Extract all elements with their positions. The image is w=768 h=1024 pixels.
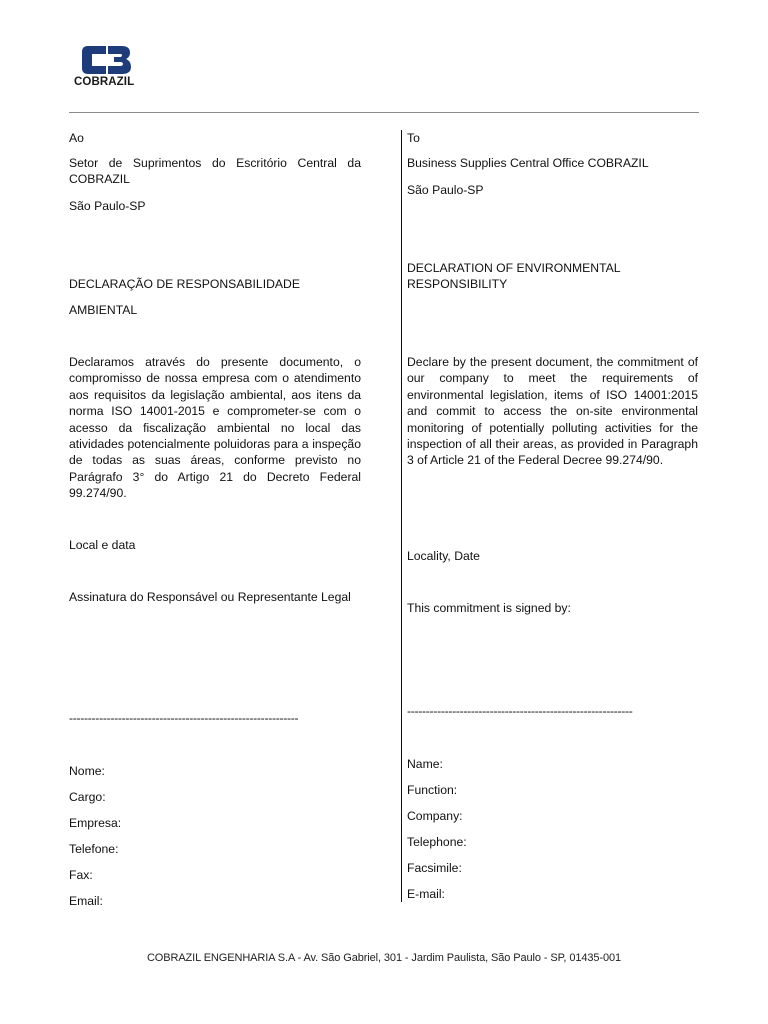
- header-rule: [69, 112, 699, 113]
- left-recipient: Setor de Suprimentos do Escritório Central da COBRAZIL: [69, 156, 361, 187]
- left-title-line2: AMBIENTAL: [69, 303, 138, 317]
- left-body: Declaramos através do presente documento, o compromisso de nossa empresa com o atendimento aos requisitos da legislação ambiental, aos itens da norma ISO 14001-2015 e comprometer-se com o acesso da fiscalização ambiental no local das atividades potencialmente poluidoras para a inspeção de todas as suas áreas, conforme previsto no Parágrafo 3° do Artigo 21 do Decreto Federal 99.274/90.: [69, 355, 361, 501]
- right-signature-line: ------------------------------------------------------------: [407, 704, 633, 718]
- right-body: Declare by the present document, the commitment of our company to meet the requirements of environmental legislation, items of ISO 14001:2015 and commit to access the on-site environmental monitoring of potentially polluting activities for the inspection of all their areas, as provided in Paragraph 3 of Article 21 of the Federal Decree 99.274/90.: [407, 355, 698, 468]
- left-field-email: Email:: [69, 894, 103, 908]
- right-field-telephone: Telephone:: [407, 835, 467, 849]
- right-field-name: Name:: [407, 757, 443, 771]
- right-title: DECLARATION OF ENVIRONMENTAL RESPONSIBILITY: [407, 261, 621, 292]
- left-field-company: Empresa:: [69, 816, 122, 830]
- left-to: Ao: [69, 131, 84, 145]
- left-city: São Paulo-SP: [69, 199, 146, 213]
- left-field-fax: Fax:: [69, 868, 93, 882]
- left-field-role: Cargo:: [69, 790, 106, 804]
- left-signature-line: -------------------------------------------------------------: [69, 711, 299, 725]
- column-divider: [401, 130, 402, 902]
- footer-address: COBRAZIL ENGENHARIA S.A - Av. São Gabriel, 301 - Jardim Paulista, São Paulo - SP, 01435-001: [146, 952, 622, 964]
- left-signature-label: Assinatura do Responsável ou Representante Legal: [69, 590, 351, 604]
- right-signature-label: This commitment is signed by:: [407, 601, 571, 615]
- cobrazil-logo-icon: [74, 44, 146, 76]
- right-field-company: Company:: [407, 809, 463, 823]
- right-city: São Paulo-SP: [407, 183, 484, 197]
- right-recipient: Business Supplies Central Office COBRAZIL: [407, 156, 649, 170]
- left-field-name: Nome:: [69, 764, 105, 778]
- right-field-function: Function:: [407, 783, 458, 797]
- left-title-line1: DECLARAÇÃO DE RESPONSABILIDADE: [69, 277, 300, 291]
- left-field-phone: Telefone:: [69, 842, 119, 856]
- company-logo: [74, 44, 146, 92]
- right-field-email: E-mail:: [407, 887, 445, 901]
- right-place-date: Locality, Date: [407, 549, 480, 563]
- right-field-facsimile: Facsimile:: [407, 861, 462, 875]
- right-to: To: [407, 131, 420, 145]
- logo-wordmark: COBRAZIL: [74, 76, 135, 88]
- left-place-date: Local e data: [69, 538, 136, 552]
